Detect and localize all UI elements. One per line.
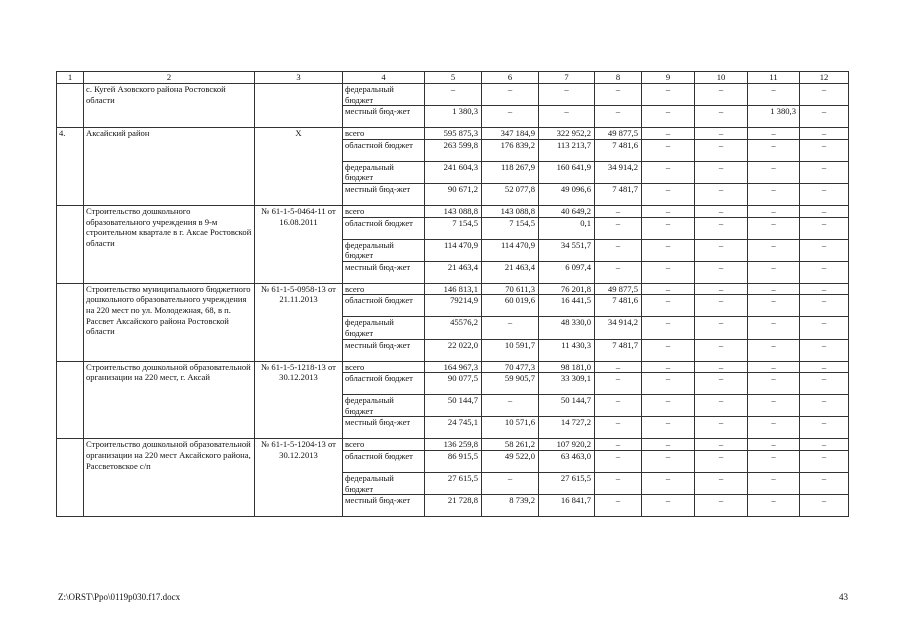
header-cell: 2 [84, 72, 255, 84]
source-cell: областной бюджет [343, 295, 425, 317]
value-cell: – [482, 106, 539, 128]
source-cell: всего [343, 439, 425, 451]
row-number-cell [57, 361, 84, 439]
value-cell: 34 914,2 [595, 161, 642, 183]
value-cell: – [800, 317, 849, 339]
value-cell: – [695, 317, 748, 339]
value-cell: 48 330,0 [539, 317, 595, 339]
value-cell: 21 463,4 [425, 261, 482, 283]
source-cell: местный бюд-жет [343, 339, 425, 361]
value-cell: 24 745,1 [425, 417, 482, 439]
value-cell: 160 641,9 [539, 161, 595, 183]
value-cell: – [800, 450, 849, 472]
value-cell: 49 877,5 [595, 128, 642, 140]
table-row [57, 84, 849, 106]
value-cell: – [800, 417, 849, 439]
value-cell: – [642, 472, 695, 494]
value-cell: – [695, 339, 748, 361]
source-cell: всего [343, 128, 425, 140]
value-cell: – [748, 373, 800, 395]
value-cell: – [482, 317, 539, 339]
value-cell: 7 481,6 [595, 139, 642, 161]
table-row [57, 205, 849, 217]
value-cell: 21 728,8 [425, 495, 482, 517]
value-cell: – [748, 361, 800, 373]
value-cell: – [695, 128, 748, 140]
value-cell: 7 154,5 [482, 217, 539, 239]
value-cell: – [748, 450, 800, 472]
value-cell: – [642, 128, 695, 140]
value-cell: – [748, 239, 800, 261]
value-cell: 22 022,0 [425, 339, 482, 361]
source-cell: областной бюджет [343, 139, 425, 161]
value-cell: 76 201,8 [539, 283, 595, 295]
value-cell: – [642, 239, 695, 261]
value-cell: – [425, 84, 482, 106]
header-cell: 6 [482, 72, 539, 84]
value-cell: 49 522,0 [482, 450, 539, 472]
object-name-cell: Строительство дошкольной образовательной организации на 220 мест Аксайского района, Рассветовское с/п [84, 439, 255, 517]
header-cell: 4 [343, 72, 425, 84]
value-cell: 7 481,6 [595, 295, 642, 317]
header-cell: 8 [595, 72, 642, 84]
value-cell: 60 019,6 [482, 295, 539, 317]
value-cell: 50 144,7 [539, 395, 595, 417]
value-cell: 347 184,9 [482, 128, 539, 140]
value-cell: – [695, 183, 748, 205]
value-cell: – [748, 84, 800, 106]
value-cell: – [695, 161, 748, 183]
source-cell: местный бюд-жет [343, 417, 425, 439]
value-cell: 34 914,2 [595, 317, 642, 339]
value-cell: – [539, 84, 595, 106]
value-cell: – [800, 128, 849, 140]
source-cell: всего [343, 361, 425, 373]
value-cell: 143 088,8 [425, 205, 482, 217]
table-row [57, 283, 849, 295]
value-cell: – [748, 183, 800, 205]
value-cell: 16 841,7 [539, 495, 595, 517]
value-cell: – [642, 439, 695, 451]
value-cell: 33 309,1 [539, 373, 595, 395]
value-cell: 86 915,5 [425, 450, 482, 472]
table-row [57, 128, 849, 140]
value-cell: – [695, 417, 748, 439]
value-cell: – [695, 495, 748, 517]
value-cell: – [642, 139, 695, 161]
value-cell: – [482, 472, 539, 494]
value-cell: 21 463,4 [482, 261, 539, 283]
value-cell: 114 470,9 [482, 239, 539, 261]
source-cell: федеральный бюджет [343, 472, 425, 494]
header-cell: 5 [425, 72, 482, 84]
value-cell: 11 430,3 [539, 339, 595, 361]
page-number: 43 [839, 592, 848, 602]
value-cell: 176 839,2 [482, 139, 539, 161]
value-cell: – [800, 183, 849, 205]
value-cell: – [800, 139, 849, 161]
value-cell: 6 097,4 [539, 261, 595, 283]
value-cell: – [595, 205, 642, 217]
value-cell: – [595, 472, 642, 494]
value-cell: – [800, 295, 849, 317]
value-cell: 263 599,8 [425, 139, 482, 161]
value-cell: 114 470,9 [425, 239, 482, 261]
source-cell: местный бюд-жет [343, 183, 425, 205]
value-cell: – [800, 373, 849, 395]
document-ref-cell: № 61-1-5-1218-13 от 30.12.2013 [255, 361, 343, 439]
value-cell: 1 380,3 [425, 106, 482, 128]
value-cell: – [642, 183, 695, 205]
value-cell: – [482, 84, 539, 106]
value-cell: – [695, 283, 748, 295]
table-row [57, 361, 849, 373]
value-cell: – [595, 106, 642, 128]
source-cell: местный бюд-жет [343, 261, 425, 283]
value-cell: 27 615,5 [425, 472, 482, 494]
value-cell: – [642, 217, 695, 239]
source-cell: федеральный бюджет [343, 395, 425, 417]
source-cell: федеральный бюджет [343, 161, 425, 183]
value-cell: – [800, 239, 849, 261]
value-cell: – [642, 417, 695, 439]
value-cell: 45576,2 [425, 317, 482, 339]
source-cell: местный бюд-жет [343, 495, 425, 517]
value-cell: 0,1 [539, 217, 595, 239]
row-number-cell [57, 84, 84, 128]
document-ref-cell: Х [255, 128, 343, 206]
value-cell: 58 261,2 [482, 439, 539, 451]
source-cell: федеральный бюджет [343, 84, 425, 106]
value-cell: – [695, 106, 748, 128]
value-cell: – [642, 361, 695, 373]
value-cell: – [642, 450, 695, 472]
value-cell: – [800, 395, 849, 417]
value-cell: – [695, 450, 748, 472]
document-ref-cell [255, 84, 343, 128]
value-cell: – [695, 205, 748, 217]
value-cell: – [595, 373, 642, 395]
value-cell: – [642, 283, 695, 295]
header-cell: 9 [642, 72, 695, 84]
document-ref-cell: № 61-1-5-0464-11 от 16.08.2011 [255, 205, 343, 283]
value-cell: – [595, 239, 642, 261]
value-cell: – [695, 439, 748, 451]
table-header-row [57, 72, 849, 84]
object-name-cell: Строительство дошкольного образовательного учреждения в 9-м строительном квартале в г. Аксае Ростовской области [84, 205, 255, 283]
object-name-cell: Строительство дошкольной образовательной организации на 220 мест, г. Аксай [84, 361, 255, 439]
source-cell: федеральный бюджет [343, 239, 425, 261]
source-cell: всего [343, 283, 425, 295]
object-name-cell: с. Кугей Азовского района Ростовской области [84, 84, 255, 128]
value-cell: – [748, 261, 800, 283]
value-cell: – [695, 261, 748, 283]
value-cell: 7 154,5 [425, 217, 482, 239]
row-number-cell [57, 283, 84, 361]
value-cell: – [642, 317, 695, 339]
object-name-cell: Аксайский район [84, 128, 255, 206]
value-cell: – [642, 395, 695, 417]
source-cell: областной бюджет [343, 373, 425, 395]
document-ref-cell: № 61-1-5-0958-13 от 21.11.2013 [255, 283, 343, 361]
value-cell: – [642, 84, 695, 106]
value-cell: – [748, 139, 800, 161]
value-cell: – [595, 261, 642, 283]
value-cell: 143 088,8 [482, 205, 539, 217]
value-cell: – [748, 161, 800, 183]
value-cell: – [595, 395, 642, 417]
value-cell: – [642, 106, 695, 128]
value-cell: – [748, 395, 800, 417]
value-cell: 34 551,7 [539, 239, 595, 261]
source-cell: местный бюд-жет [343, 106, 425, 128]
value-cell: 241 604,3 [425, 161, 482, 183]
value-cell: 79214,9 [425, 295, 482, 317]
value-cell: 59 905,7 [482, 373, 539, 395]
value-cell: – [482, 395, 539, 417]
value-cell: – [748, 339, 800, 361]
budget-table [56, 71, 849, 517]
value-cell: – [800, 472, 849, 494]
value-cell: – [695, 361, 748, 373]
value-cell: 10 571,6 [482, 417, 539, 439]
object-name-cell: Строительство муниципального бюджетного дошкольного образовательного учреждения на 220 мест по ул. Молодежная, 68, в п. Рассвет Аксайского района Ростовской области [84, 283, 255, 361]
value-cell: – [748, 295, 800, 317]
header-cell: 11 [748, 72, 800, 84]
header-cell: 1 [57, 72, 84, 84]
value-cell: – [595, 439, 642, 451]
value-cell: 146 813,1 [425, 283, 482, 295]
source-cell: областной бюджет [343, 450, 425, 472]
value-cell: – [748, 317, 800, 339]
value-cell: – [800, 106, 849, 128]
value-cell: 49 877,5 [595, 283, 642, 295]
value-cell: – [800, 261, 849, 283]
value-cell: 16 441,5 [539, 295, 595, 317]
value-cell: – [642, 339, 695, 361]
value-cell: – [695, 139, 748, 161]
value-cell: 595 875,3 [425, 128, 482, 140]
source-cell: областной бюджет [343, 217, 425, 239]
source-cell: федеральный бюджет [343, 317, 425, 339]
value-cell: – [595, 217, 642, 239]
value-cell: – [695, 373, 748, 395]
value-cell: – [800, 161, 849, 183]
source-cell: всего [343, 205, 425, 217]
value-cell: – [695, 472, 748, 494]
value-cell: 113 213,7 [539, 139, 595, 161]
value-cell: – [695, 217, 748, 239]
value-cell: – [642, 295, 695, 317]
value-cell: – [800, 217, 849, 239]
value-cell: 52 077,8 [482, 183, 539, 205]
value-cell: 107 920,2 [539, 439, 595, 451]
value-cell: 1 380,3 [748, 106, 800, 128]
value-cell: – [595, 361, 642, 373]
value-cell: – [800, 205, 849, 217]
value-cell: 63 463,0 [539, 450, 595, 472]
value-cell: – [800, 84, 849, 106]
value-cell: 136 259,8 [425, 439, 482, 451]
value-cell: – [748, 472, 800, 494]
value-cell: – [748, 283, 800, 295]
value-cell: 8 739,2 [482, 495, 539, 517]
table-row [57, 439, 849, 451]
value-cell: 14 727,2 [539, 417, 595, 439]
value-cell: – [800, 361, 849, 373]
value-cell: – [748, 128, 800, 140]
value-cell: 164 967,3 [425, 361, 482, 373]
value-cell: – [748, 417, 800, 439]
value-cell: 70 611,3 [482, 283, 539, 295]
value-cell: – [595, 417, 642, 439]
value-cell: – [800, 339, 849, 361]
value-cell: – [748, 205, 800, 217]
value-cell: 322 952,2 [539, 128, 595, 140]
value-cell: – [748, 495, 800, 517]
value-cell: 40 649,2 [539, 205, 595, 217]
value-cell: – [642, 373, 695, 395]
header-cell: 3 [255, 72, 343, 84]
value-cell: 27 615,5 [539, 472, 595, 494]
value-cell: 118 267,9 [482, 161, 539, 183]
value-cell: – [748, 439, 800, 451]
row-number-cell [57, 205, 84, 283]
value-cell: – [642, 495, 695, 517]
value-cell: – [695, 295, 748, 317]
header-cell: 12 [800, 72, 849, 84]
row-number-cell: 4. [57, 128, 84, 206]
value-cell: – [539, 106, 595, 128]
value-cell: 98 181,0 [539, 361, 595, 373]
value-cell: 7 481,7 [595, 339, 642, 361]
value-cell: – [642, 205, 695, 217]
header-cell: 7 [539, 72, 595, 84]
value-cell: – [642, 261, 695, 283]
value-cell: – [748, 217, 800, 239]
value-cell: 90 077,5 [425, 373, 482, 395]
value-cell: – [642, 161, 695, 183]
value-cell: 70 477,3 [482, 361, 539, 373]
value-cell: 7 481,7 [595, 183, 642, 205]
value-cell: 90 671,2 [425, 183, 482, 205]
value-cell: – [695, 84, 748, 106]
value-cell: 50 144,7 [425, 395, 482, 417]
value-cell: – [695, 395, 748, 417]
value-cell: – [695, 239, 748, 261]
value-cell: – [800, 439, 849, 451]
row-number-cell [57, 439, 84, 517]
header-cell: 10 [695, 72, 748, 84]
document-ref-cell: № 61-1-5-1204-13 от 30.12.2013 [255, 439, 343, 517]
value-cell: – [800, 495, 849, 517]
value-cell: – [595, 495, 642, 517]
document-path: Z:\ORST\Ppo\0119p030.f17.docx [58, 592, 181, 602]
value-cell: – [800, 283, 849, 295]
value-cell: – [595, 450, 642, 472]
value-cell: 49 096,6 [539, 183, 595, 205]
value-cell: 10 591,7 [482, 339, 539, 361]
value-cell: – [595, 84, 642, 106]
